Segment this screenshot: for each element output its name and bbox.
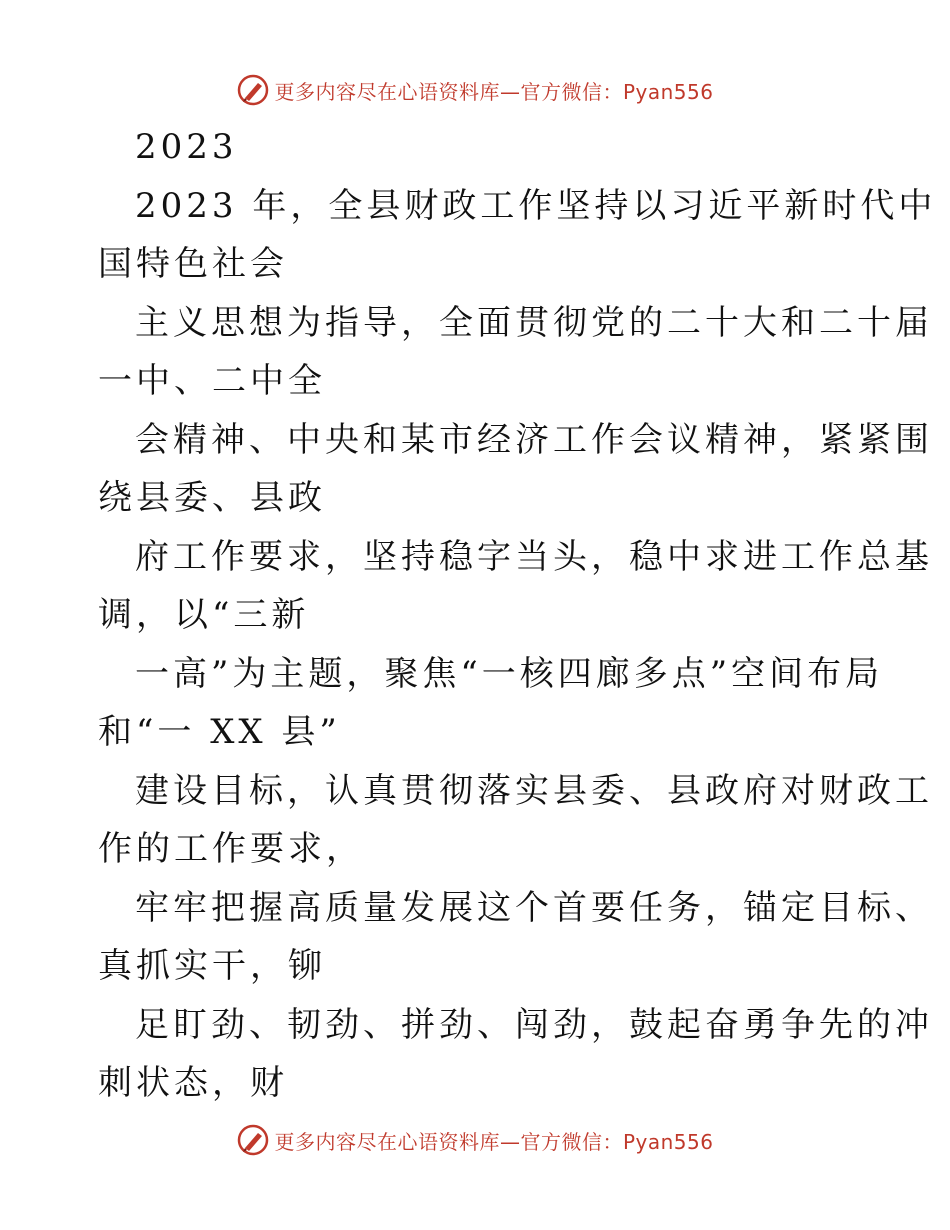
watermark-text: 更多内容尽在心语资料库—官方微信：Pyan556: [274, 79, 714, 104]
document-line: 2023: [135, 127, 238, 167]
document-line: 国特色社会: [98, 244, 288, 284]
document-line: 刺状态，财: [98, 1063, 288, 1103]
document-line: 一高”为主题，聚焦“一核四廊多点”空间布局: [135, 653, 884, 694]
document-line: 和“一 XX 县”: [98, 712, 341, 752]
document-line: 建设目标，认真贯彻落实县委、县政府对财政工: [135, 770, 933, 811]
document-line: 牢牢把握高质量发展这个首要任务，锚定目标、: [135, 887, 933, 928]
document-line: 2023 年，全县财政工作坚持以习近平新时代中: [135, 185, 937, 226]
document-line: 一中、二中全: [98, 361, 326, 401]
watermark-text: 更多内容尽在心语资料库—官方微信：Pyan556: [274, 1129, 714, 1154]
document-line: 会精神、中央和某市经济工作会议精神，紧紧围: [135, 419, 933, 460]
document-line: 绕县委、县政: [98, 478, 326, 518]
document-line: 主义思想为指导，全面贯彻党的二十大和二十届: [135, 302, 933, 343]
document-body: [98, 118, 937, 1113]
footer-watermark: [0, 1120, 950, 1160]
document-line: 足盯劲、韧劲、拼劲、闯劲，鼓起奋勇争先的冲: [135, 1004, 933, 1045]
document-line: 府工作要求，坚持稳字当头，稳中求进工作总基: [135, 536, 933, 577]
header-watermark: [0, 70, 950, 110]
document-line: 真抓实干，铆: [98, 946, 326, 986]
pen-logo-icon: [236, 1123, 270, 1157]
pen-logo-icon: [236, 73, 270, 107]
document-line: 调，以“三新: [98, 595, 310, 635]
document-line: 作的工作要求，: [98, 829, 364, 869]
